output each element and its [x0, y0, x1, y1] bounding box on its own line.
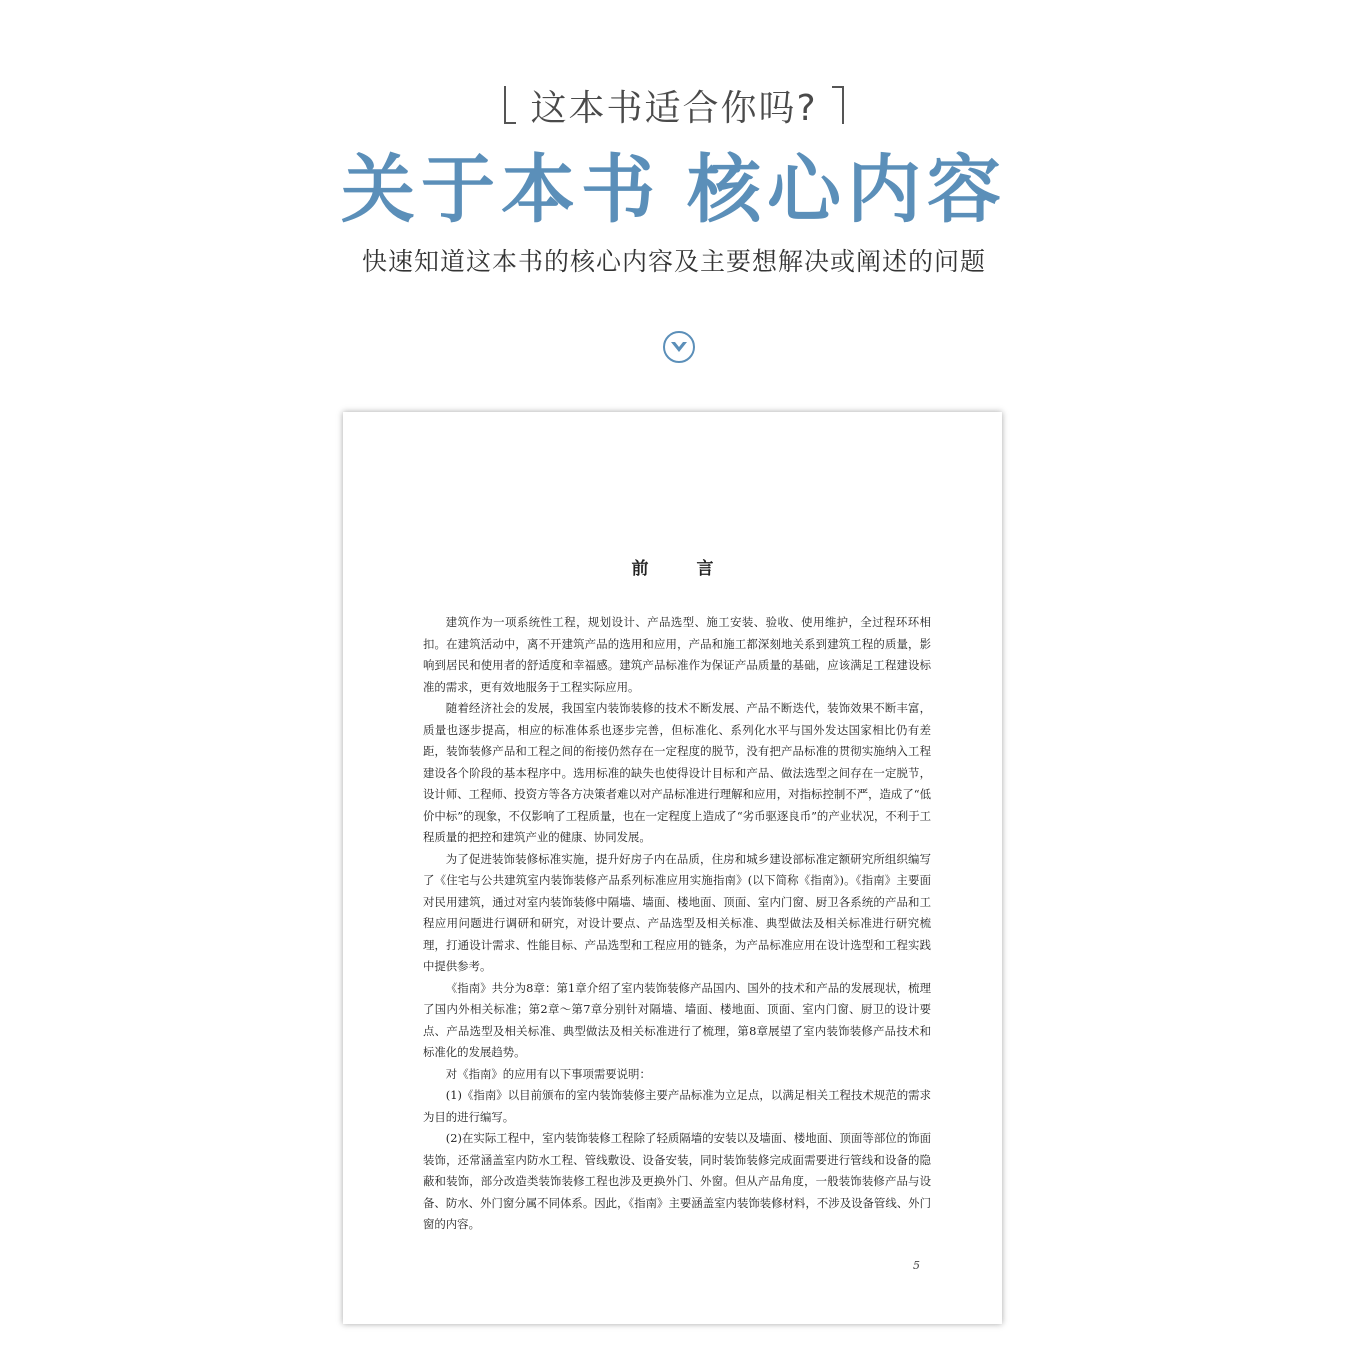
main-title — [0, 140, 1348, 240]
kicker-line — [0, 80, 1348, 130]
paragraph: 随着经济社会的发展，我国室内装饰装修的技术不断发展、产品不断迭代，装饰效果不断丰富，质量也逐步提高，相应的标准体系也逐步完善，但标准化、系列化水平与国外发达国家相比仍有差距，装饰装修产品和工程之间的衔接仍然存在一定程度的脱节，没有把产品标准的贯彻实施纳入工程建设各个阶段的基本程序中。选用标准的缺失也使得设计目标和产品、做法选型之间存在一定脱节，设计师、工程师、投资方等各方决策者难以对产品标准进行理解和应用，对指标控制不严，造成了“低价中标”的现象，不仅影响了工程质量，也在一定程度上造成了“劣币驱逐良币”的产业状况，不利于工程质量的把控和建筑产业的健康、协同发展。 — [423, 701, 931, 844]
paragraph: (2)在实际工程中，室内装饰装修工程除了轻质隔墙的安装以及墙面、楼地面、顶面等部位的饰面装饰，还常涵盖室内防水工程、管线敷设、设备安装，同时装饰装修完成面需要进行管线和设备的隐蔽和装饰，部分改造类装饰装修工程也涉及更换外门、外窗。但从产品角度，一般装饰装修产品与设备、防水、外门窗分属不同体系。因此，《指南》主要涵盖室内装饰装修材料，不涉及设备管线、外门窗的内容。 — [423, 1131, 931, 1231]
page-heading-char1: 前 — [631, 559, 649, 579]
paragraph: 建筑作为一项系统性工程，规划设计、产品选型、施工安装、验收、使用维护，全过程环环相扣。在建筑活动中，离不开建筑产品的选用和应用，产品和施工都深刻地关系到建筑工程的质量，影响到居民和使用者的舒适度和幸福感。建筑产品标准作为保证产品质量的基础，应该满足工程建设标准的需求，更有效地服务于工程实际应用。 — [423, 615, 931, 694]
main-title-part2: 核心内容 — [687, 147, 1007, 233]
page-heading — [343, 554, 1002, 579]
page-number: 5 — [913, 1259, 920, 1272]
main-title-part1: 关于本书 — [341, 147, 661, 233]
book-page-preview — [343, 412, 1002, 1324]
page-body — [423, 612, 931, 1236]
paragraph: 对《指南》的应用有以下事项需要说明： — [445, 1066, 651, 1081]
paragraph: 《指南》共分为8章：第1章介绍了室内装饰装修产品国内、国外的技术和产品的发展现状，梳理了国内外相关标准；第2章～第7章分别针对隔墙、墙面、楼地面、顶面、室内门窗、厨卫的设计要点、产品选型及相关标准、典型做法及相关标准进行了梳理，第8章展望了室内装饰装修产品技术和标准化的发展趋势。 — [423, 980, 931, 1059]
kicker-text: 这本书适合你吗? — [530, 87, 818, 129]
chevron-down-circle-icon[interactable] — [662, 330, 696, 364]
left-bracket-icon — [504, 86, 516, 124]
paragraph: 为了促进装饰装修标准实施，提升好房子内在品质，住房和城乡建设部标准定额研究所组织编写了《住宅与公共建筑室内装饰装修产品系列标准应用实施指南》(以下简称《指南》)。《指南》主要面对民用建筑，通过对室内装饰装修中隔墙、墙面、楼地面、顶面、室内门窗、厨卫各系统的产品和工程应用问题进行调研和研究，对设计要点、产品选型及相关标准、典型做法及相关标准进行研究梳理，打通设计需求、性能目标、产品选型和工程应用的链条，为产品标准应用在设计选型和工程实践中提供参考。 — [423, 851, 931, 973]
paragraph: (1)《指南》以目前颁布的室内装饰装修主要产品标准为立足点，以满足相关工程技术规范的需求为目的进行编写。 — [423, 1088, 931, 1124]
right-bracket-icon — [832, 86, 844, 124]
page-heading-char2: 言 — [696, 559, 714, 579]
subtitle: 快速知道这本书的核心内容及主要想解决或阐述的问题 — [361, 247, 986, 276]
